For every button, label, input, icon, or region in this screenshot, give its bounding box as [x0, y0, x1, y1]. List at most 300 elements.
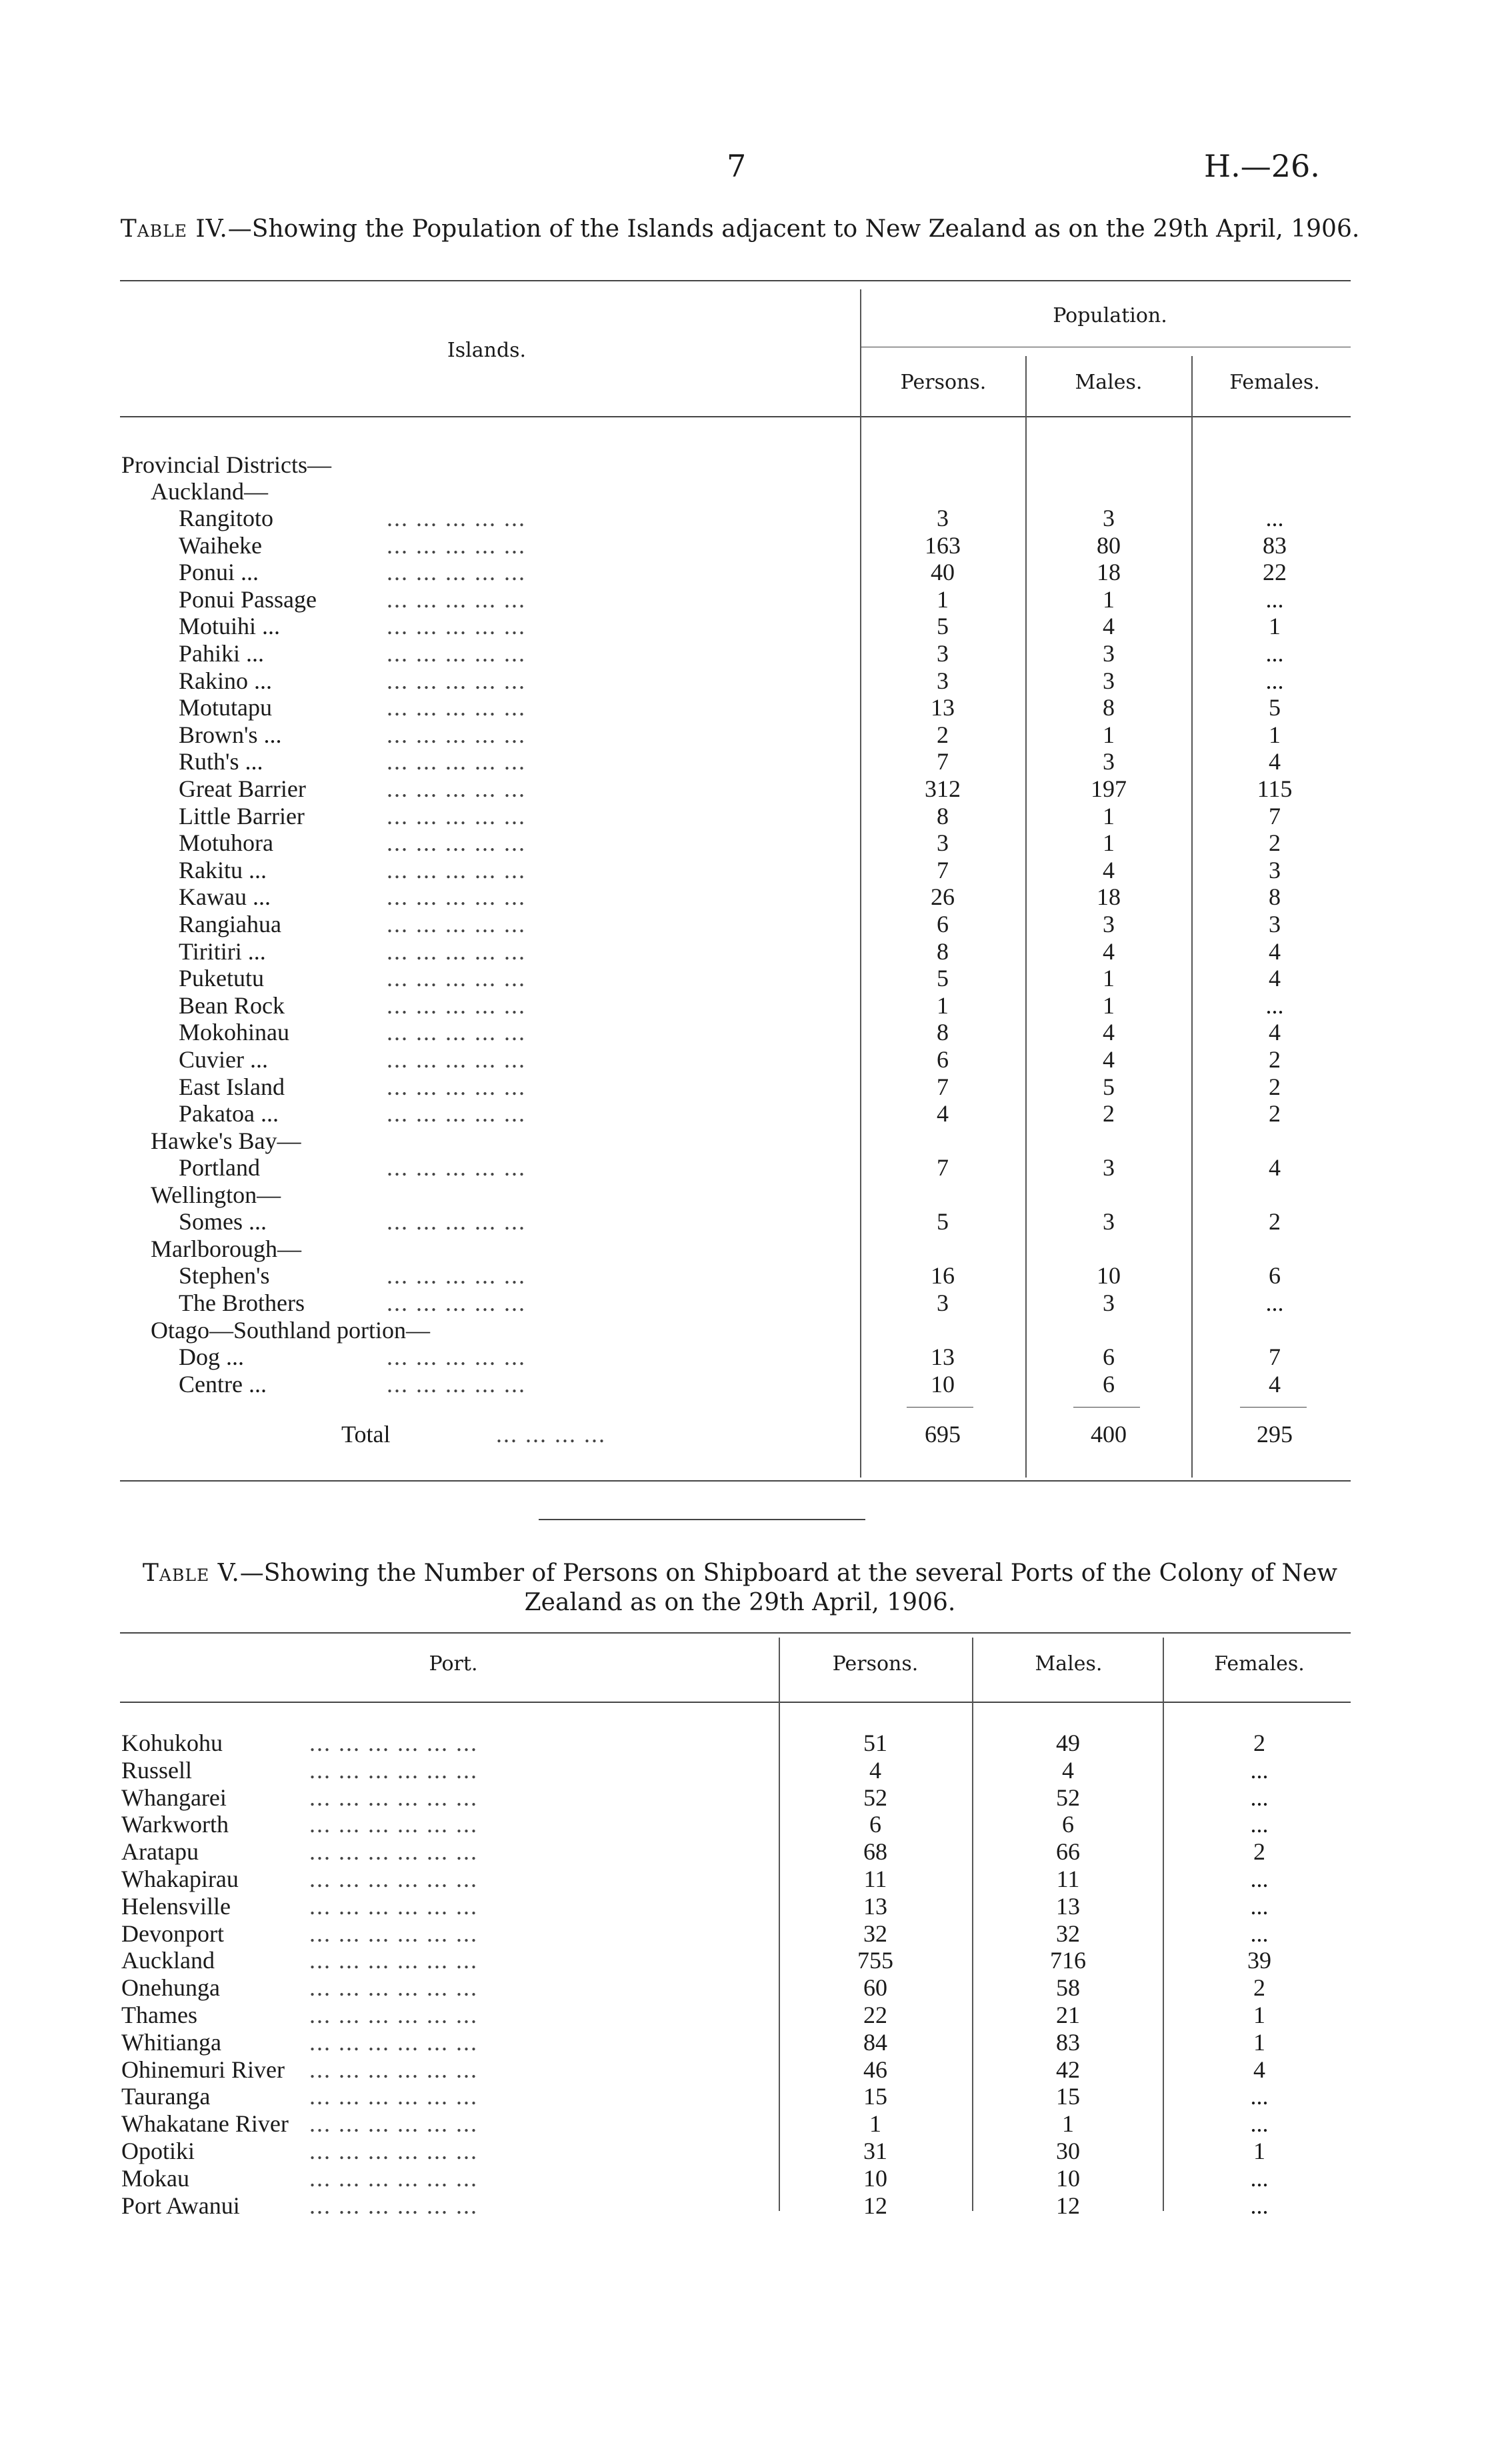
leader-dots: ... ... ... ... ... ...	[309, 1730, 478, 1756]
table-row	[0, 1756, 1512, 1784]
group-otago-southland: Otago—Southland portion—	[151, 1317, 430, 1344]
table-row	[0, 856, 1512, 883]
cell-males: 32	[1056, 1920, 1080, 1947]
leader-dots: ... ... ... ... ...	[387, 883, 526, 910]
table-row	[0, 558, 1512, 585]
table-row	[0, 1370, 1512, 1398]
leader-dots: ... ... ... ...	[496, 1421, 606, 1448]
cell-males: 10	[1056, 2165, 1080, 2192]
cell-females: 1	[1253, 2138, 1265, 2164]
leader-dots: ... ... ... ... ...	[387, 829, 526, 856]
group-hawkes-bay: Hawke's Bay—	[151, 1127, 301, 1154]
cell-females: 2	[1253, 1730, 1265, 1756]
cell-persons: 5	[937, 1208, 949, 1235]
leader-dots: ... ... ... ... ... ...	[309, 1838, 478, 1865]
table-row	[0, 639, 1512, 667]
cell-males: 3	[1103, 1154, 1115, 1181]
column-females-v: Females.	[1214, 1652, 1305, 1676]
row-label: Dog ...	[179, 1344, 244, 1370]
row-label: Somes ...	[179, 1208, 267, 1235]
cell-males: 66	[1056, 1838, 1080, 1865]
table-iv-label: Table IV.	[120, 215, 228, 243]
cell-persons: 6	[937, 1046, 949, 1073]
table-row	[0, 1920, 1512, 1947]
table-v-caption	[120, 1559, 1360, 1618]
cell-males: 3	[1103, 667, 1115, 694]
row-label: Tiritiri ...	[179, 938, 266, 965]
cell-females: 6	[1269, 1262, 1281, 1289]
table-row	[0, 1073, 1512, 1100]
row-label: Stephen's	[179, 1262, 270, 1289]
page-number: 7	[727, 148, 747, 184]
cell-males: 5	[1103, 1073, 1115, 1100]
cell-females: ...	[1265, 505, 1284, 531]
cell-males: 6	[1103, 1344, 1115, 1370]
row-label: Motuhora	[179, 829, 273, 856]
leader-dots: ... ... ... ... ...	[387, 775, 526, 802]
row-label: Portland	[179, 1154, 260, 1181]
cell-males: 197	[1091, 775, 1127, 802]
leader-dots: ... ... ... ... ...	[387, 857, 526, 883]
cell-males: 8	[1103, 694, 1115, 721]
row-label: Brown's ...	[179, 721, 282, 748]
cell-females: ...	[1250, 1920, 1269, 1947]
cell-males: 30	[1056, 2138, 1080, 2164]
table-row	[0, 504, 1512, 531]
table-row	[0, 1865, 1512, 1892]
group-provincial-districts: Provincial Districts—	[121, 451, 331, 478]
row-label: Mokau	[121, 2165, 189, 2192]
cell-males: 1	[1103, 803, 1115, 829]
row-label: Rakitu ...	[179, 857, 267, 883]
cell-males: 58	[1056, 1974, 1080, 2001]
cell-females: 39	[1247, 1947, 1271, 1974]
row-label: Pahiki ...	[179, 640, 265, 667]
cell-persons: 7	[937, 1154, 949, 1181]
cell-females: 8	[1269, 883, 1281, 910]
row-label: Tauranga	[121, 2083, 211, 2110]
leader-dots: ... ... ... ... ...	[387, 992, 526, 1019]
total-top-rule-females	[1240, 1407, 1307, 1408]
cell-persons: 7	[937, 748, 949, 775]
cell-males: 12	[1056, 2192, 1080, 2219]
cell-females: 2	[1269, 829, 1281, 856]
leader-dots: ... ... ... ... ...	[387, 1371, 526, 1398]
total-top-rule-males	[1073, 1407, 1140, 1408]
table-row	[0, 1420, 1512, 1448]
leader-dots: ... ... ... ... ... ...	[309, 2029, 478, 2056]
table-row	[0, 1099, 1512, 1127]
leader-dots: ... ... ... ... ...	[387, 748, 526, 775]
table-row	[0, 2164, 1512, 2192]
table-row	[0, 693, 1512, 721]
table-iv-header-rule	[120, 416, 1351, 417]
leader-dots: ... ... ... ... ... ...	[309, 2110, 478, 2137]
leader-dots: ... ... ... ... ...	[387, 1290, 526, 1316]
cell-females: ...	[1265, 667, 1284, 694]
cell-males: 4	[1103, 613, 1115, 639]
table-row	[0, 2082, 1512, 2110]
cell-persons: 312	[925, 775, 961, 802]
leader-dots: ... ... ... ... ...	[387, 965, 526, 991]
table-row	[0, 1018, 1512, 1045]
cell-females: 2	[1269, 1046, 1281, 1073]
row-label: Little Barrier	[179, 803, 305, 829]
cell-persons: 31	[863, 2138, 887, 2164]
table-row	[0, 1153, 1512, 1181]
cell-males: 716	[1050, 1947, 1086, 1974]
cell-persons: 695	[925, 1421, 961, 1448]
cell-males: 1	[1103, 992, 1115, 1019]
row-label: Pakatoa ...	[179, 1100, 279, 1127]
cell-persons: 10	[863, 2165, 887, 2192]
column-port: Port.	[429, 1652, 478, 1676]
column-persons: Persons.	[900, 371, 987, 394]
cell-females: ...	[1265, 586, 1284, 613]
row-label: Mokohinau	[179, 1019, 289, 1045]
cell-males: 42	[1056, 2056, 1080, 2083]
cell-females: 4	[1253, 2056, 1265, 2083]
table-row	[0, 991, 1512, 1019]
cell-males: 4	[1062, 1757, 1074, 1784]
column-males: Males.	[1075, 371, 1143, 394]
column-females: Females.	[1229, 371, 1320, 394]
cell-females: 4	[1269, 1154, 1281, 1181]
cell-males: 1	[1062, 2110, 1074, 2137]
cell-persons: 3	[937, 1290, 949, 1316]
cell-females: ...	[1250, 1811, 1269, 1838]
group-auckland: Auckland—	[151, 478, 268, 505]
row-label: Kohukohu	[121, 1730, 223, 1756]
cell-persons: 13	[931, 1344, 955, 1370]
row-label: Ponui ...	[179, 559, 259, 585]
table-row	[0, 2056, 1512, 2083]
cell-males: 18	[1097, 559, 1121, 585]
cell-males: 1	[1103, 721, 1115, 748]
cell-persons: 4	[937, 1100, 949, 1127]
cell-females: 2	[1269, 1208, 1281, 1235]
table-row	[0, 1974, 1512, 2001]
table-row	[0, 775, 1512, 802]
leader-dots: ... ... ... ... ... ...	[309, 2138, 478, 2164]
column-males-v: Males.	[1035, 1652, 1103, 1676]
row-label: Aratapu	[121, 1838, 199, 1865]
cell-males: 3	[1103, 1290, 1115, 1316]
table-row	[0, 829, 1512, 856]
cell-females: ...	[1250, 1784, 1269, 1811]
table-row	[0, 1207, 1512, 1235]
cell-persons: 26	[931, 883, 955, 910]
cell-males: 4	[1103, 1019, 1115, 1045]
row-label: Warkworth	[121, 1811, 229, 1838]
cell-females: 4	[1269, 1371, 1281, 1398]
leader-dots: ... ... ... ... ...	[387, 532, 526, 559]
table-iv-title: —Showing the Population of the Islands adjacent to New Zealand as on the 29th April, 1906.	[227, 215, 1360, 243]
cell-females: 83	[1263, 532, 1287, 559]
cell-males: 3	[1103, 640, 1115, 667]
column-population: Population.	[1053, 304, 1167, 327]
table-row	[0, 1343, 1512, 1370]
cell-persons: 12	[863, 2192, 887, 2219]
table-row	[0, 2137, 1512, 2164]
cell-males: 83	[1056, 2029, 1080, 2056]
table-iv-bottom-rule	[120, 1480, 1351, 1482]
cell-persons: 7	[937, 857, 949, 883]
cell-females: 2	[1269, 1073, 1281, 1100]
cell-females: 1	[1269, 721, 1281, 748]
row-label: Auckland	[121, 1947, 215, 1974]
cell-females: 7	[1269, 1344, 1281, 1370]
cell-persons: 84	[863, 2029, 887, 2056]
table-row	[0, 883, 1512, 910]
table-v-top-rule	[120, 1632, 1351, 1634]
table-iv-caption	[120, 215, 1360, 244]
table-row	[0, 1289, 1512, 1316]
row-label: Whakapirau	[121, 1866, 239, 1892]
cell-females: 3	[1269, 911, 1281, 937]
cell-females: 2	[1253, 1838, 1265, 1865]
row-label: Ponui Passage	[179, 586, 317, 613]
cell-males: 400	[1091, 1421, 1127, 1448]
leader-dots: ... ... ... ... ...	[387, 694, 526, 721]
cell-persons: 1	[869, 2110, 881, 2137]
leader-dots: ... ... ... ... ...	[387, 667, 526, 694]
cell-males: 6	[1062, 1811, 1074, 1838]
row-label: Motuihi ...	[179, 613, 281, 639]
cell-females: 4	[1269, 748, 1281, 775]
cell-females: 7	[1269, 803, 1281, 829]
column-persons-v: Persons.	[832, 1652, 919, 1676]
cell-males: 3	[1103, 748, 1115, 775]
table-row	[0, 964, 1512, 991]
cell-females: 4	[1269, 1019, 1281, 1045]
table-row	[0, 721, 1512, 748]
cell-males: 2	[1103, 1100, 1115, 1127]
cell-males: 1	[1103, 586, 1115, 613]
leader-dots: ... ... ... ... ... ...	[309, 1784, 478, 1811]
leader-dots: ... ... ... ... ... ...	[309, 2056, 478, 2083]
table-row	[0, 1262, 1512, 1289]
cell-females: ...	[1265, 992, 1284, 1019]
cell-females: ...	[1250, 2110, 1269, 2137]
row-label: Whakatane River	[121, 2110, 289, 2137]
leader-dots: ... ... ... ... ... ...	[309, 2192, 478, 2219]
cell-males: 52	[1056, 1784, 1080, 1811]
leader-dots: ... ... ... ... ... ...	[309, 1757, 478, 1784]
cell-persons: 60	[863, 1974, 887, 2001]
row-label: Onehunga	[121, 1974, 220, 2001]
cell-persons: 5	[937, 965, 949, 991]
cell-persons: 3	[937, 829, 949, 856]
cell-males: 21	[1056, 2002, 1080, 2028]
cell-females: 2	[1269, 1100, 1281, 1127]
table-v-title: —Showing the Number of Persons on Shipboard at the several Ports of the Colony of New Zealand as on the 29th April, 1906.	[239, 1560, 1338, 1616]
cell-males: 15	[1056, 2083, 1080, 2110]
leader-dots: ... ... ... ... ...	[387, 640, 526, 667]
cell-females: ...	[1250, 2165, 1269, 2192]
table-row	[0, 910, 1512, 937]
cell-persons: 11	[863, 1866, 887, 1892]
leader-dots: ... ... ... ... ...	[387, 911, 526, 937]
leader-dots: ... ... ... ... ...	[387, 586, 526, 613]
group-marlborough: Marlborough—	[151, 1236, 301, 1262]
table-v-label: Table V.	[142, 1560, 240, 1587]
leader-dots: ... ... ... ... ...	[387, 1208, 526, 1235]
leader-dots: ... ... ... ... ... ...	[309, 1974, 478, 2001]
leader-dots: ... ... ... ... ... ...	[309, 1811, 478, 1838]
cell-males: 4	[1103, 1046, 1115, 1073]
row-label: Great Barrier	[179, 775, 306, 802]
table-row	[0, 2192, 1512, 2219]
cell-males: 4	[1103, 938, 1115, 965]
cell-persons: 51	[863, 1730, 887, 1756]
table-row	[0, 747, 1512, 775]
cell-females: ...	[1265, 640, 1284, 667]
cell-persons: 7	[937, 1073, 949, 1100]
cell-males: 10	[1097, 1262, 1121, 1289]
table-row	[0, 1838, 1512, 1865]
table-row	[0, 2001, 1512, 2028]
cell-persons: 3	[937, 505, 949, 531]
leader-dots: ... ... ... ... ...	[387, 721, 526, 748]
table-iv-top-rule	[120, 280, 1351, 281]
leader-dots: ... ... ... ... ... ...	[309, 2002, 478, 2028]
cell-females: 4	[1269, 938, 1281, 965]
row-label: Helensville	[121, 1893, 231, 1920]
cell-females: 1	[1253, 2029, 1265, 2056]
leader-dots: ... ... ... ... ...	[387, 1073, 526, 1100]
column-islands: Islands.	[447, 339, 527, 362]
cell-persons: 68	[863, 1838, 887, 1865]
cell-females: ...	[1250, 1757, 1269, 1784]
cell-females: ...	[1265, 1290, 1284, 1316]
cell-females: 1	[1269, 613, 1281, 639]
cell-persons: 22	[863, 2002, 887, 2028]
row-label: Port Awanui	[121, 2192, 240, 2219]
total-top-rule-persons	[907, 1407, 973, 1408]
cell-males: 13	[1056, 1893, 1080, 1920]
leader-dots: ... ... ... ... ...	[387, 1262, 526, 1289]
row-label: Rakino ...	[179, 667, 272, 694]
cell-persons: 1	[937, 992, 949, 1019]
row-label: Kawau ...	[179, 883, 271, 910]
row-label: Rangitoto	[179, 505, 273, 531]
cell-females: 115	[1257, 775, 1293, 802]
cell-males: 1	[1103, 829, 1115, 856]
document-code: H.—26.	[1204, 148, 1320, 184]
table-row	[0, 585, 1512, 613]
row-label: Cuvier ...	[179, 1046, 268, 1073]
row-label: Russell	[121, 1757, 193, 1784]
cell-persons: 3	[937, 667, 949, 694]
table-row	[0, 1946, 1512, 1974]
row-label: Whangarei	[121, 1784, 227, 1811]
table-row	[0, 1729, 1512, 1756]
cell-males: 6	[1103, 1371, 1115, 1398]
cell-males: 3	[1103, 1208, 1115, 1235]
table-row	[0, 1892, 1512, 1920]
row-label: Motutapu	[179, 694, 272, 721]
leader-dots: ... ... ... ... ... ...	[309, 1947, 478, 1974]
table-row	[0, 802, 1512, 829]
cell-males: 4	[1103, 857, 1115, 883]
cell-females: 295	[1257, 1421, 1293, 1448]
group-wellington: Wellington—	[151, 1181, 281, 1208]
cell-persons: 2	[937, 721, 949, 748]
cell-persons: 10	[931, 1371, 955, 1398]
row-label: Thames	[121, 2002, 197, 2028]
leader-dots: ... ... ... ... ... ...	[309, 2083, 478, 2110]
row-label: Opotiki	[121, 2138, 195, 2164]
cell-persons: 46	[863, 2056, 887, 2083]
leader-dots: ... ... ... ... ...	[387, 1154, 526, 1181]
cell-persons: 4	[869, 1757, 881, 1784]
row-label: Waiheke	[179, 532, 263, 559]
cell-females: ...	[1250, 2192, 1269, 2219]
cell-persons: 6	[937, 911, 949, 937]
cell-males: 11	[1056, 1866, 1080, 1892]
table-row	[0, 1045, 1512, 1073]
cell-persons: 5	[937, 613, 949, 639]
cell-females: ...	[1250, 1866, 1269, 1892]
table-v-header-rule	[120, 1702, 1351, 1703]
cell-females: 3	[1269, 857, 1281, 883]
row-label: Bean Rock	[179, 992, 285, 1019]
cell-persons: 1	[937, 586, 949, 613]
row-label: Total	[341, 1421, 391, 1448]
row-label: East Island	[179, 1073, 285, 1100]
cell-persons: 40	[931, 559, 955, 585]
cell-males: 3	[1103, 505, 1115, 531]
leader-dots: ... ... ... ... ... ...	[309, 1920, 478, 1947]
row-label: Devonport	[121, 1920, 224, 1947]
table-row	[0, 2028, 1512, 2056]
cell-persons: 163	[925, 532, 961, 559]
cell-females: 1	[1253, 2002, 1265, 2028]
table-row	[0, 531, 1512, 559]
cell-females: 22	[1263, 559, 1287, 585]
leader-dots: ... ... ... ... ...	[387, 613, 526, 639]
cell-females: 2	[1253, 1974, 1265, 2001]
table-row	[0, 2110, 1512, 2137]
cell-persons: 16	[931, 1262, 955, 1289]
cell-persons: 6	[869, 1811, 881, 1838]
cell-persons: 13	[863, 1893, 887, 1920]
cell-persons: 8	[937, 803, 949, 829]
cell-females: 4	[1269, 965, 1281, 991]
leader-dots: ... ... ... ... ...	[387, 1019, 526, 1045]
row-label: Ruth's ...	[179, 748, 263, 775]
leader-dots: ... ... ... ... ... ...	[309, 1893, 478, 1920]
table-row	[0, 1810, 1512, 1838]
table-row	[0, 667, 1512, 694]
row-label: The Brothers	[179, 1290, 305, 1316]
cell-persons: 32	[863, 1920, 887, 1947]
cell-persons: 52	[863, 1784, 887, 1811]
cell-males: 3	[1103, 911, 1115, 937]
cell-males: 18	[1097, 883, 1121, 910]
leader-dots: ... ... ... ... ...	[387, 505, 526, 531]
row-label: Puketutu	[179, 965, 265, 991]
section-separator	[539, 1519, 865, 1520]
cell-persons: 8	[937, 938, 949, 965]
leader-dots: ... ... ... ... ... ...	[309, 2165, 478, 2192]
row-label: Ohinemuri River	[121, 2056, 285, 2083]
leader-dots: ... ... ... ... ...	[387, 559, 526, 585]
leader-dots: ... ... ... ... ...	[387, 803, 526, 829]
table-row	[0, 1784, 1512, 1811]
cell-persons: 8	[937, 1019, 949, 1045]
